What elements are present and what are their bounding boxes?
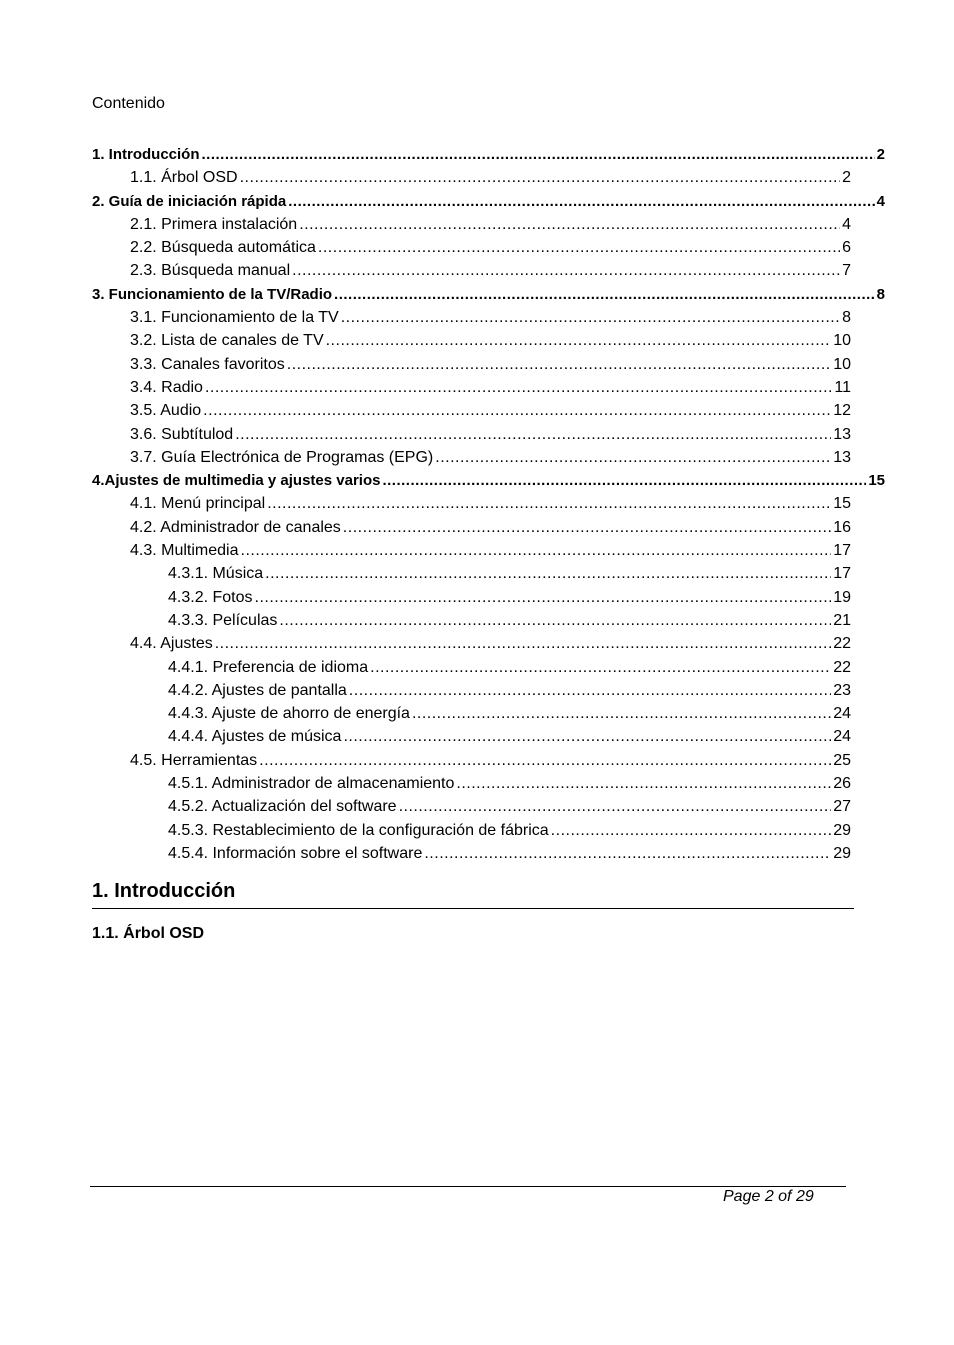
- toc-entry-page-number: 12: [833, 402, 851, 420]
- toc-entry[interactable]: [92, 516, 851, 539]
- toc-entry[interactable]: [92, 795, 851, 818]
- toc-entry[interactable]: [92, 376, 851, 399]
- toc-dot-leader: [456, 772, 831, 795]
- toc-entry-page-number: 23: [833, 681, 851, 699]
- footer-divider: [90, 1186, 846, 1187]
- toc-dot-leader: [240, 166, 840, 189]
- toc-entry-page-number: 2: [876, 146, 885, 163]
- toc-entry-title: 4.4.3. Ajuste de ahorro de energía: [168, 705, 410, 723]
- toc-entry[interactable]: [92, 562, 851, 585]
- toc-entry-title: 4.5.4. Información sobre el software: [168, 844, 423, 862]
- toc-dot-leader: [241, 539, 832, 562]
- toc-dot-leader: [255, 586, 832, 609]
- toc-entry-page-number: 16: [833, 518, 851, 536]
- toc-entry[interactable]: [92, 772, 851, 795]
- toc-entry-page-number: 29: [833, 844, 851, 862]
- toc-entry-title: 3.1. Funcionamiento de la TV: [130, 309, 339, 327]
- toc-entry-page-number: 22: [833, 635, 851, 653]
- toc-entry-title: 3.6. Subtítulod: [130, 425, 234, 443]
- toc-entry-title: 4.3. Multimedia: [130, 542, 239, 560]
- toc-dot-leader: [267, 492, 831, 515]
- toc-entry-title: 4.2. Administrador de canales: [130, 518, 341, 536]
- toc-entry[interactable]: [92, 749, 851, 772]
- toc-entry[interactable]: [92, 423, 851, 446]
- toc-entry-page-number: 10: [833, 355, 851, 373]
- toc-entry[interactable]: [92, 679, 851, 702]
- toc-entry-page-number: 4: [842, 215, 851, 233]
- toc-entry-page-number: 24: [833, 728, 851, 746]
- toc-entry-title: 3.7. Guía Electrónica de Programas (EPG): [130, 448, 434, 466]
- toc-entry-title: 4.5.2. Actualización del software: [168, 798, 397, 816]
- toc-entry-title: 2.2. Búsqueda automática: [130, 239, 316, 257]
- toc-dot-leader: [334, 283, 875, 306]
- toc-dot-leader: [318, 236, 840, 259]
- toc-dot-leader: [265, 562, 831, 585]
- toc-entry[interactable]: [92, 469, 885, 492]
- toc-dot-leader: [292, 259, 840, 282]
- toc-entry-title: 2. Guía de iniciación rápida: [92, 192, 287, 210]
- toc-entry-title: 4.4.1. Preferencia de idioma: [168, 658, 369, 676]
- section-heading: 1. Introducción: [92, 880, 854, 909]
- toc-entry[interactable]: [92, 283, 885, 306]
- toc-dot-leader: [235, 423, 831, 446]
- toc-entry-title: 4.Ajustes de multimedia y ajustes varios: [92, 472, 381, 490]
- toc-entry[interactable]: [92, 213, 851, 236]
- toc-entry-title: 1. Introducción: [92, 146, 200, 163]
- toc-dot-leader: [203, 399, 831, 422]
- toc-entry[interactable]: [92, 656, 851, 679]
- toc-dot-leader: [343, 516, 831, 539]
- toc-entry-title: 4.4. Ajustes: [130, 635, 213, 653]
- toc-entry-title: 4.5. Herramientas: [130, 751, 258, 769]
- toc-entry-page-number: 2: [842, 169, 851, 187]
- toc-entry-title: 4.3.1. Música: [168, 565, 264, 583]
- toc-entry-title: 4.5.1. Administrador de almacenamiento: [168, 775, 455, 793]
- toc-dot-leader: [551, 819, 832, 842]
- toc-entry-page-number: 22: [833, 658, 851, 676]
- toc-entry-page-number: 26: [833, 775, 851, 793]
- toc-dot-leader: [424, 842, 831, 865]
- toc-entry-page-number: 10: [833, 332, 851, 350]
- toc-entry[interactable]: [92, 819, 851, 842]
- toc-entry-page-number: 11: [834, 378, 851, 396]
- toc-entry[interactable]: [92, 353, 851, 376]
- toc-entry[interactable]: [92, 399, 851, 422]
- toc-entry-title: 4.3.2. Fotos: [168, 588, 253, 606]
- toc-entry-page-number: 24: [833, 705, 851, 723]
- toc-heading: Contenido: [92, 95, 165, 112]
- toc-entry-page-number: 4: [876, 192, 885, 210]
- toc-dot-leader: [343, 725, 831, 748]
- toc-entry[interactable]: [92, 725, 851, 748]
- toc-entry-page-number: 13: [833, 448, 851, 466]
- toc-entry-title: 3.5. Audio: [130, 402, 202, 420]
- toc-dot-leader: [341, 306, 840, 329]
- toc-entry-page-number: 17: [833, 565, 851, 583]
- toc-entry-page-number: 25: [833, 751, 851, 769]
- toc-dot-leader: [382, 469, 866, 492]
- toc-dot-leader: [287, 353, 831, 376]
- toc-entry-page-number: 8: [876, 285, 885, 303]
- toc-entry-page-number: 21: [833, 611, 851, 629]
- toc-entry-title: 2.1. Primera instalación: [130, 215, 298, 233]
- toc-entry-page-number: 6: [842, 239, 851, 257]
- toc-entry-title: 4.1. Menú principal: [130, 495, 266, 513]
- toc-entry[interactable]: [92, 492, 851, 515]
- toc-dot-leader: [370, 656, 831, 679]
- toc-entry[interactable]: [92, 306, 851, 329]
- toc-entry-title: 3. Funcionamiento de la TV/Radio: [92, 285, 333, 303]
- toc-entry[interactable]: [92, 586, 851, 609]
- toc-entry-page-number: 19: [833, 588, 851, 606]
- toc-dot-leader: [326, 329, 832, 352]
- toc-dot-leader: [259, 749, 831, 772]
- toc-entry-page-number: 15: [868, 472, 885, 490]
- toc-entry-page-number: 17: [833, 542, 851, 560]
- toc-entry-page-number: 13: [833, 425, 851, 443]
- toc-entry[interactable]: [92, 190, 885, 213]
- toc-dot-leader: [435, 446, 831, 469]
- toc-dot-leader: [202, 143, 875, 166]
- toc-entry-title: 4.4.2. Ajustes de pantalla: [168, 681, 347, 699]
- table-of-contents: [92, 143, 885, 865]
- toc-dot-leader: [288, 190, 874, 213]
- toc-entry[interactable]: [92, 166, 851, 189]
- toc-entry-title: 3.3. Canales favoritos: [130, 355, 285, 373]
- toc-entry-title: 2.3. Búsqueda manual: [130, 262, 291, 280]
- page-number-footer: Page 2 of 29: [723, 1188, 814, 1205]
- toc-entry[interactable]: [92, 329, 851, 352]
- toc-entry[interactable]: [92, 236, 851, 259]
- toc-entry[interactable]: [92, 702, 851, 725]
- toc-entry-title: 4.5.3. Restablecimiento de la configuración de fábrica: [168, 821, 549, 839]
- toc-dot-leader: [299, 213, 840, 236]
- toc-entry-title: 1.1. Árbol OSD: [130, 169, 238, 187]
- toc-entry-page-number: 27: [833, 798, 851, 816]
- toc-dot-leader: [399, 795, 832, 818]
- toc-entry-page-number: 15: [833, 495, 851, 513]
- toc-entry-title: 3.4. Radio: [130, 378, 203, 396]
- toc-dot-leader: [215, 632, 831, 655]
- toc-dot-leader: [279, 609, 831, 632]
- toc-dot-leader: [205, 376, 832, 399]
- toc-entry[interactable]: [92, 446, 851, 469]
- toc-entry-title: 3.2. Lista de canales de TV: [130, 332, 324, 350]
- toc-entry-title: 4.3.3. Películas: [168, 611, 278, 629]
- toc-dot-leader: [412, 702, 831, 725]
- toc-entry[interactable]: [92, 842, 851, 865]
- toc-entry-title: 4.4.4. Ajustes de música: [168, 728, 342, 746]
- toc-entry[interactable]: [92, 259, 851, 282]
- toc-entry-page-number: 8: [842, 309, 851, 327]
- toc-entry[interactable]: [92, 609, 851, 632]
- toc-entry[interactable]: [92, 539, 851, 562]
- toc-dot-leader: [349, 679, 831, 702]
- toc-entry[interactable]: [92, 632, 851, 655]
- toc-entry[interactable]: [92, 143, 885, 166]
- toc-entry-page-number: 29: [833, 821, 851, 839]
- toc-entry-page-number: 7: [842, 262, 851, 280]
- subsection-heading: 1.1. Árbol OSD: [92, 925, 205, 942]
